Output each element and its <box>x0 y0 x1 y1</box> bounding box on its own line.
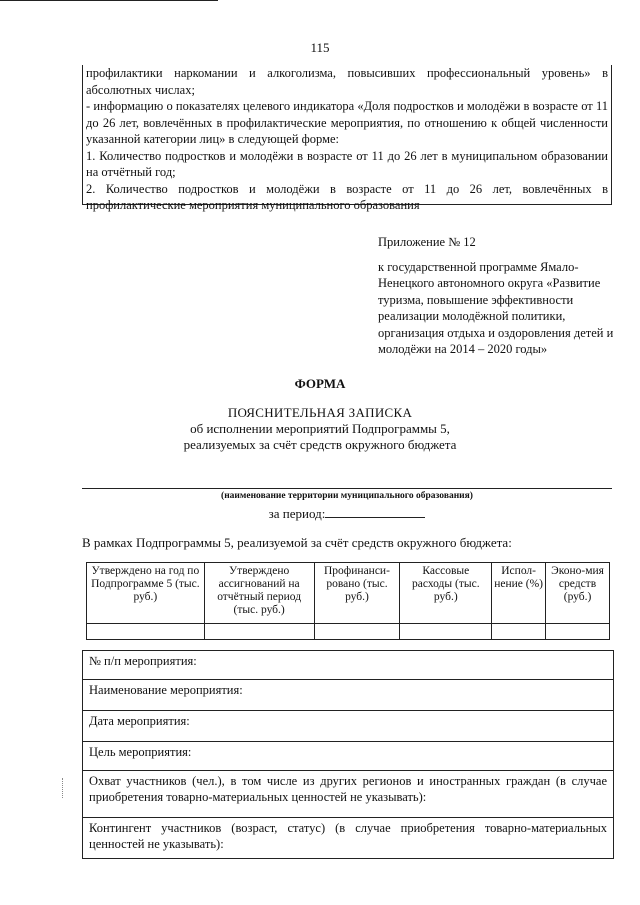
detail-field[interactable]: № п/п мероприятия: <box>83 651 614 680</box>
territory-blank-line[interactable] <box>82 488 612 489</box>
detail-field[interactable]: Цель мероприятия: <box>83 742 614 771</box>
appendix-number: Приложение № 12 <box>378 235 476 249</box>
continuation-line: 2. Количество подростков и молодёжи в возрасте от 11 до 26 лет, вовлечённых в профилактические мероприятия муниципального образования <box>86 181 608 212</box>
finance-header: Эконо-мия средств (руб.) <box>546 563 610 624</box>
finance-header: Утверждено ассигнований на отчётный период (тыс. руб.) <box>204 563 314 624</box>
period-blank[interactable] <box>325 505 425 518</box>
period-label: за период: <box>268 506 326 521</box>
page-number: 115 <box>310 40 330 55</box>
note-subtitle-line: реализуемых за счёт средств окружного бюджета <box>183 437 457 452</box>
detail-field[interactable]: Дата мероприятия: <box>83 711 614 742</box>
note-title: ПОЯСНИТЕЛЬНАЯ ЗАПИСКА <box>227 405 413 420</box>
continuation-line: - информацию о показателях целевого индикатора «Доля подростков и молодёжи в возрасте от 11 до 26 лет, вовлечённых в профилактические мероприятия, по отношению к общей численности указанной категории лиц» в следующей форме: <box>86 99 608 146</box>
detail-field[interactable]: Контингент участников (возраст, статус) (в случае приобретения товарно-материальных ценностей не указывать): <box>83 818 614 859</box>
finance-header: Кассовые расходы (тыс. руб.) <box>400 563 492 624</box>
continuation-line: профилактики наркомании и алкоголизма, повысивших профессиональный уровень» в абсолютных числах; <box>86 66 608 97</box>
finance-header: Испол-нение (%) <box>492 563 546 624</box>
continuation-line: 1. Количество подростков и молодёжи в возрасте от 11 до 26 лет в муниципальном образовании на отчётный год; <box>86 148 608 179</box>
finance-cell[interactable] <box>546 624 610 640</box>
detail-field[interactable]: Наименование мероприятия: <box>83 680 614 711</box>
period-row <box>82 505 612 522</box>
territory-caption: (наименование территории муниципального образования) <box>221 491 473 501</box>
form-title: ФОРМА <box>294 376 346 391</box>
appendix-block <box>378 234 618 358</box>
finance-cell[interactable] <box>400 624 492 640</box>
intro-text: В рамках Подпрограммы 5, реализуемой за счёт средств окружного бюджета: <box>82 535 512 550</box>
top-rule <box>0 0 218 1</box>
finance-cell[interactable] <box>87 624 205 640</box>
detail-field[interactable]: Охват участников (чел.), в том числе из других регионов и иностранных граждан (в случае приобретения товарно-материальных ценностей не указывать): <box>83 771 614 818</box>
finance-cell[interactable] <box>204 624 314 640</box>
finance-header: Утверждено на год по Подпрограмме 5 (тыс. руб.) <box>87 563 205 624</box>
finance-cell[interactable] <box>314 624 400 640</box>
finance-table <box>86 562 610 640</box>
note-heading <box>0 405 640 453</box>
note-subtitle-line: об исполнении мероприятий Подпрограммы 5, <box>190 421 450 436</box>
finance-header: Профинанси-ровано (тыс. руб.) <box>314 563 400 624</box>
appendix-text: к государственной программе Ямало-Ненецкого автономного округа «Развитие туризма, повышение эффективности реализации молодёжной политики, организация отдыха и оздоровления детей и молодёжи на 2014 – 2020 годы» <box>378 259 614 356</box>
finance-cell[interactable] <box>492 624 546 640</box>
details-table <box>82 650 614 859</box>
continuation-box <box>82 65 612 212</box>
margin-mark <box>62 778 64 798</box>
